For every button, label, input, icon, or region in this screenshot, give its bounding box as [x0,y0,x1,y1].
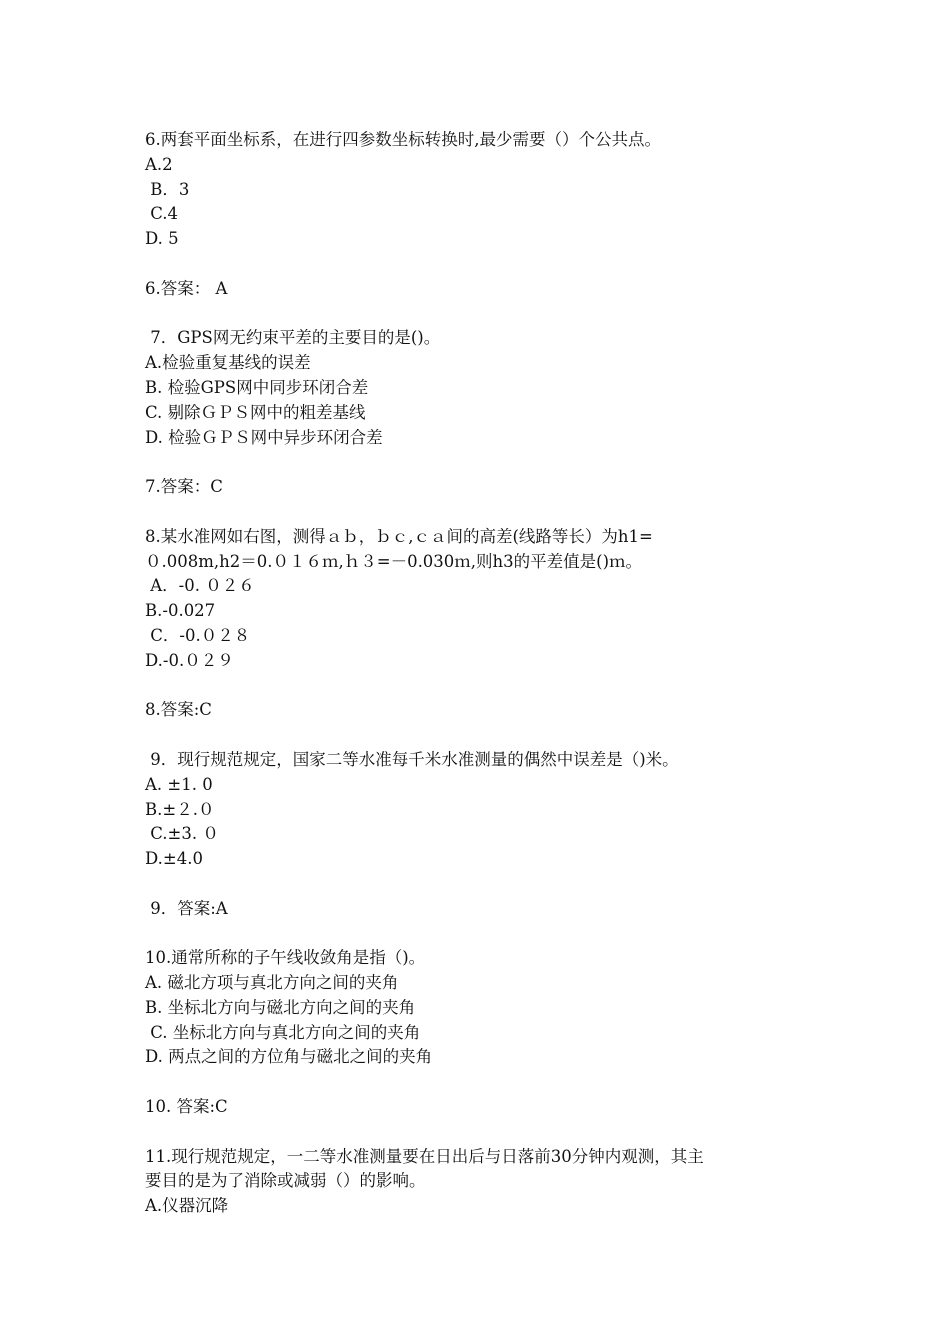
option-b: B.±２.０ [145,799,215,819]
question-stem: 10.通常所称的子午线收敛角是指（)。 [145,948,426,968]
question-7 [145,326,825,524]
question-9 [145,748,825,946]
option-d: D. 5 [145,229,179,249]
option-d: D.±4.0 [145,849,203,869]
answer-line: 8.答案:C [145,700,212,720]
answer-line: 9．答案:A [145,898,228,918]
option-c: C. 坐标北方向与真北方向之间的夹角 [145,1022,421,1042]
question-stem-continued: 要目的是为了消除或减弱（）的影响。 [145,1171,426,1191]
option-b: B. 检验GPS网中同步环闭合差 [145,377,369,397]
option-d: D.-0.０２９ [145,650,234,670]
option-b: B. 坐标北方向与磁北方向之间的夹角 [145,997,416,1017]
question-stem: 9．现行规范规定，国家二等水准每千米水准测量的偶然中误差是（)米。 [145,749,679,769]
option-c: C．-0.０２８ [145,625,251,645]
blank-line [145,1070,825,1095]
blank-line [145,723,825,748]
question-stem: 11.现行规范规定，一二等水准测量要在日出后与日落前30分钟内观测，其主 [145,1146,704,1166]
blank-line [145,450,825,475]
blank-line [145,674,825,699]
option-a: A.检验重复基线的误差 [145,353,311,373]
question-11 [145,1145,825,1219]
question-stem: 8.某水准网如右图，测得ａｂ，ｂｃ,ｃａ间的高差(线路等长）为h1= [145,526,653,546]
question-6 [145,128,825,326]
blank-line [145,1120,825,1145]
blank-line [145,252,825,277]
answer-line: 7.答案：C [145,477,223,497]
question-stem: 6.两套平面坐标系，在进行四参数坐标转换时,最少需要（）个公共点。 [145,130,661,149]
answer-line: 6.答案： A [145,278,228,298]
option-a: A．-0. ０２６ [145,576,255,596]
option-d: D. 两点之间的方位角与磁北之间的夹角 [145,1047,433,1067]
option-a: A.仪器沉降 [145,1196,229,1216]
option-b: B.-0.027 [145,601,216,621]
document-page [145,128,825,1219]
question-8 [145,525,825,748]
option-a: A.2 [145,154,173,174]
blank-line [145,922,825,947]
option-c: C.4 [145,204,179,224]
blank-line [145,872,825,897]
question-stem: 7．GPS网无约束平差的主要目的是()。 [145,328,441,348]
blank-line [145,302,825,327]
option-b: B．3 [145,179,190,199]
blank-line [145,500,825,525]
option-a: A. 磁北方项与真北方向之间的夹角 [145,973,399,993]
question-stem-continued: ０.008m,h2＝0.０１６ｍ,ｈ３=－0.030ｍ,则h3的平差值是()ｍ。 [145,551,643,571]
option-d: D. 检验ＧＰＳ网中异步环闭合差 [145,427,383,447]
question-10 [145,946,825,1144]
answer-line: 10. 答案:C [145,1097,228,1117]
option-c: C.±3. ０ [145,824,219,844]
option-a: A. ±1. 0 [145,774,213,794]
option-c: C. 剔除ＧＰＳ网中的粗差基线 [145,402,366,422]
